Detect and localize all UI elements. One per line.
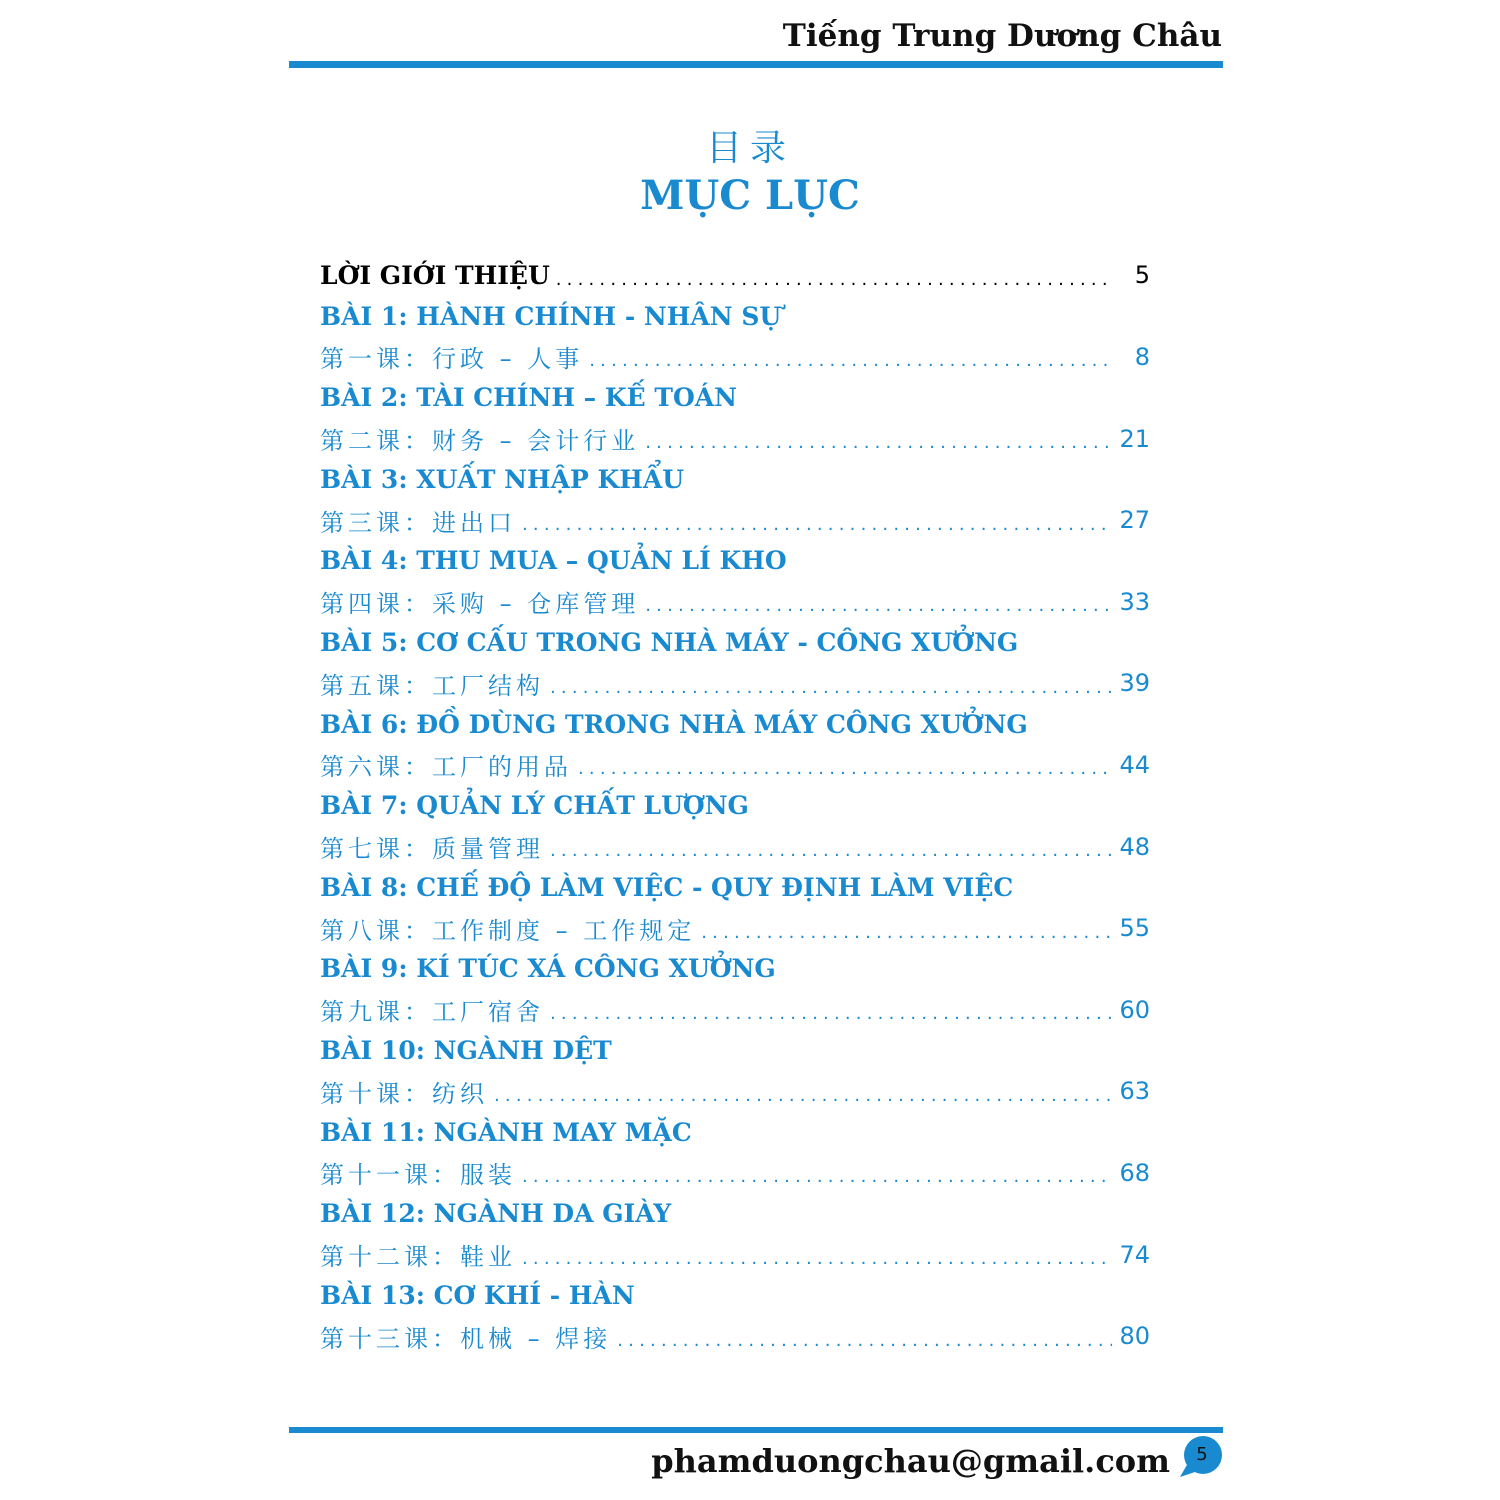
header-divider — [289, 61, 1223, 68]
toc-page-number: 21 — [1119, 424, 1150, 453]
dot-leader — [494, 1085, 1112, 1106]
toc-entry[interactable] — [320, 337, 1150, 378]
toc-page-number: 55 — [1119, 914, 1150, 943]
toc-page-number: 74 — [1119, 1240, 1150, 1269]
dot-leader — [522, 1166, 1112, 1187]
lesson-title[interactable]: BÀI 10: NGÀNH DỆT — [320, 1036, 612, 1066]
toc-page-number: 39 — [1119, 669, 1150, 698]
toc-page-number: 8 — [1134, 342, 1150, 371]
toc-lesson-9 — [320, 949, 1150, 1031]
toc-entry-intro[interactable] — [320, 255, 1150, 296]
lesson-title[interactable]: BÀI 2: TÀI CHÍNH – KẾ TOÁN — [320, 383, 737, 413]
dot-leader — [645, 595, 1112, 616]
toc-page-number: 44 — [1119, 750, 1150, 779]
toc-entry[interactable] — [320, 826, 1150, 867]
dot-leader — [645, 432, 1112, 453]
lesson-title[interactable]: BÀI 12: NGÀNH DA GIÀY — [320, 1199, 672, 1229]
toc-entry-label: LỜI GIỚI THIỆU — [320, 260, 550, 290]
lesson-chinese-title: 第六课：工厂的用品 — [320, 753, 572, 782]
toc-entry[interactable] — [320, 1234, 1150, 1275]
toc-lesson-5 — [320, 622, 1150, 704]
toc-lesson-2 — [320, 377, 1150, 459]
toc-entry[interactable] — [320, 581, 1150, 622]
toc-page-number: 68 — [1119, 1158, 1150, 1187]
toc-entry[interactable] — [320, 1153, 1150, 1194]
lesson-title[interactable]: BÀI 7: QUẢN LÝ CHẤT LƯỢNG — [320, 791, 749, 821]
lesson-chinese-title: 第十课：纺织 — [320, 1079, 488, 1108]
lesson-title[interactable]: BÀI 8: CHẾ ĐỘ LÀM VIỆC - QUY ĐỊNH LÀM VIỆC — [320, 872, 1014, 902]
dot-leader — [556, 269, 1112, 290]
toc-lesson-6 — [320, 704, 1150, 786]
dot-leader — [701, 922, 1112, 943]
toc-page-number: 33 — [1119, 587, 1150, 616]
footer-email: phamduongchau@gmail.com — [651, 1442, 1170, 1480]
toc-page-number: 80 — [1119, 1322, 1150, 1351]
dot-leader — [550, 1003, 1112, 1024]
lesson-chinese-title: 第九课：工厂宿舍 — [320, 998, 544, 1027]
toc-entry[interactable] — [320, 989, 1150, 1030]
lesson-chinese-title: 第二课：财务 – 会计行业 — [320, 427, 640, 456]
lesson-title[interactable]: BÀI 9: KÍ TÚC XÁ CÔNG XƯỞNG — [320, 954, 776, 984]
toc-entry[interactable] — [320, 500, 1150, 541]
dot-leader — [522, 1248, 1112, 1269]
lesson-chinese-title: 第十三课：机械 – 焊接 — [320, 1324, 612, 1353]
toc-page-number: 27 — [1119, 506, 1150, 535]
lesson-chinese-title: 第八课：工作制度 – 工作规定 — [320, 916, 696, 945]
toc-page-number: 60 — [1119, 995, 1150, 1024]
toc-page-number: 5 — [1134, 261, 1150, 290]
dot-leader — [589, 350, 1112, 371]
toc-lesson-1 — [320, 296, 1150, 378]
toc-page-number: 48 — [1119, 832, 1150, 861]
lesson-title[interactable]: BÀI 1: HÀNH CHÍNH - NHÂN SỰ — [320, 301, 782, 331]
lesson-title[interactable]: BÀI 13: CƠ KHÍ - HÀN — [320, 1280, 635, 1310]
toc-entry[interactable] — [320, 1071, 1150, 1112]
table-of-contents — [320, 255, 1150, 1357]
lesson-chinese-title: 第十二课：鞋业 — [320, 1243, 516, 1272]
lesson-chinese-title: 第四课：采购 – 仓库管理 — [320, 590, 640, 619]
toc-title-vietnamese: MỤC LỤC — [640, 172, 860, 219]
page-number-badge — [1180, 1435, 1224, 1479]
toc-title-chinese: 目录 — [705, 128, 794, 169]
toc-entry[interactable] — [320, 1316, 1150, 1357]
toc-lesson-13 — [320, 1275, 1150, 1357]
page-number: 5 — [1196, 1444, 1208, 1465]
dot-leader — [617, 1330, 1112, 1351]
toc-lesson-8 — [320, 867, 1150, 949]
toc-lesson-12 — [320, 1193, 1150, 1275]
lesson-title[interactable]: BÀI 3: XUẤT NHẬP KHẨU — [320, 464, 685, 494]
dot-leader — [550, 840, 1112, 861]
toc-entry[interactable] — [320, 663, 1150, 704]
toc-lesson-3 — [320, 459, 1150, 541]
toc-entry[interactable] — [320, 418, 1150, 459]
lesson-title[interactable]: BÀI 6: ĐỒ DÙNG TRONG NHÀ MÁY CÔNG XƯỞNG — [320, 709, 1028, 739]
toc-lesson-7 — [320, 785, 1150, 867]
lesson-chinese-title: 第十一课：服装 — [320, 1161, 516, 1190]
book-title: Tiếng Trung Dương Châu — [782, 18, 1222, 54]
lesson-title[interactable]: BÀI 4: THU MUA – QUẢN LÍ KHO — [320, 546, 787, 576]
footer-divider — [289, 1427, 1223, 1433]
lesson-chinese-title: 第一课：行政 – 人事 — [320, 345, 584, 374]
dot-leader — [522, 514, 1112, 535]
lesson-chinese-title: 第三课：进出口 — [320, 508, 516, 537]
lesson-title[interactable]: BÀI 5: CƠ CẤU TRONG NHÀ MÁY - CÔNG XƯỞNG — [320, 628, 1019, 658]
toc-page-number: 63 — [1119, 1077, 1150, 1106]
lesson-title[interactable]: BÀI 11: NGÀNH MAY MẶC — [320, 1117, 692, 1147]
toc-lesson-4 — [320, 541, 1150, 623]
lesson-chinese-title: 第五课：工厂结构 — [320, 671, 544, 700]
dot-leader — [550, 677, 1112, 698]
lesson-chinese-title: 第七课：质量管理 — [320, 835, 544, 864]
toc-entry[interactable] — [320, 745, 1150, 786]
toc-lesson-10 — [320, 1030, 1150, 1112]
toc-entry[interactable] — [320, 908, 1150, 949]
dot-leader — [578, 758, 1112, 779]
toc-lesson-11 — [320, 1112, 1150, 1194]
